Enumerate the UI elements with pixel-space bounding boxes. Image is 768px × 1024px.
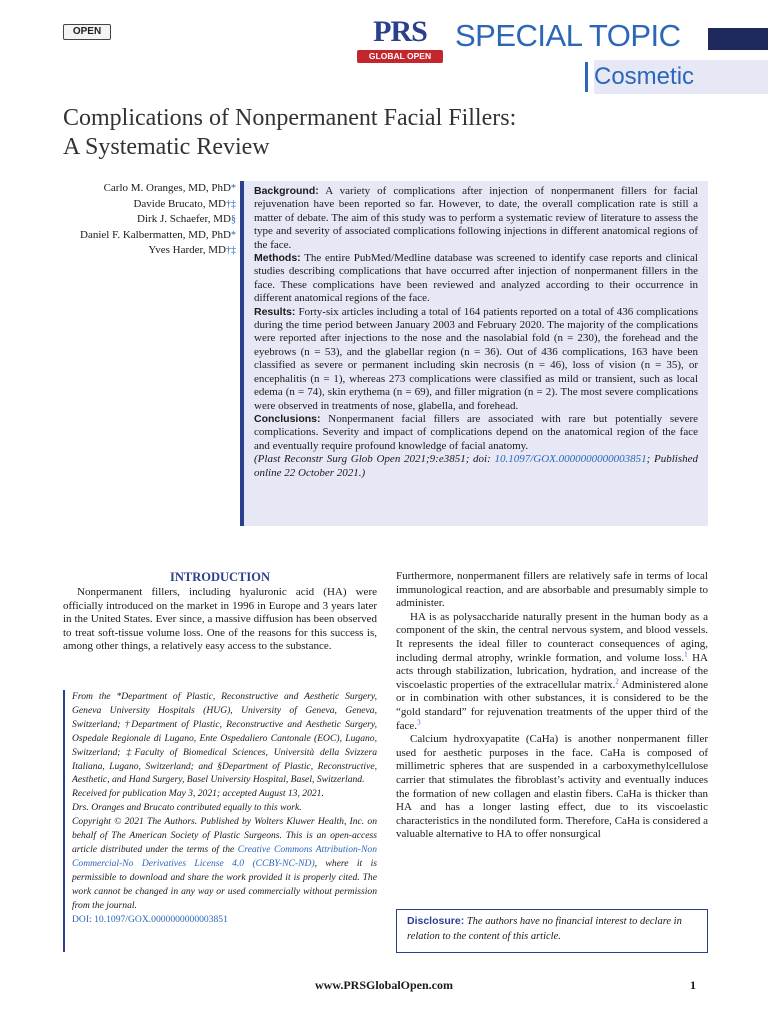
copyright-notice xyxy=(72,815,377,912)
background-label: Background: xyxy=(254,185,319,197)
author xyxy=(40,228,236,244)
body-paragraph: Furthermore, nonpermanent fillers are relatively safe in terms of local immunological reaction, and are absorbable and presumably simple to administer. xyxy=(396,570,708,610)
abstract-box xyxy=(240,181,708,526)
methods-text: The entire PubMed/Medline database was screened to identify case reports and clinical studies describing complications that have occurred after injection of nonpermanent fillers in the face. These complications have been reviewed and analyzed according to their occurrence in different anatomical regions of the face. xyxy=(254,252,698,305)
reference-link[interactable]: 1 xyxy=(684,649,688,658)
abstract-background xyxy=(254,185,698,252)
author xyxy=(40,197,236,213)
disclosure-label: Disclosure: xyxy=(407,915,465,927)
author xyxy=(40,212,236,228)
author xyxy=(40,243,236,259)
abstract-methods xyxy=(254,252,698,306)
logo-main-text: PRS xyxy=(373,15,427,48)
affiliations-box xyxy=(63,690,377,952)
author-affiliation-mark: * xyxy=(231,229,236,241)
special-topic-bar xyxy=(708,28,768,50)
prs-global-open-logo xyxy=(352,16,448,68)
received-date: Received for publication May 3, 2021; accepted August 13, 2021. xyxy=(72,788,324,800)
author-name: Davide Brucato, MD xyxy=(133,197,226,210)
doi-link[interactable]: DOI: 10.1097/GOX.0000000000003851 xyxy=(72,913,228,925)
author-name: Carlo M. Oranges, MD, PhD xyxy=(103,182,231,194)
body-paragraph: Calcium hydroxyapatite (CaHa) is another nonpermanent filler used for aesthetic purposes in the face. CaHa is composed of millimetric spheres that are suspended in a carboxymethylcellulose carrier that stimulates the fibroblast’s activity and eventually induces the formation of new collagen and elastin fibers. CaHa is thicker than HA and has a longer lasting effect, due to its viscoelastic characteristics in the nondiluted form. Therefore, CaHa is considered a valuable alternative to HA to offer nonsurgical xyxy=(396,733,708,841)
author-affiliation-mark: †‡ xyxy=(226,198,236,210)
category-text: Cosmetic xyxy=(594,63,695,90)
page-number: 1 xyxy=(690,978,696,992)
body-text: HA acts through stabilization, lubrication, hydration, and increase of the viscoelastic properties of the extracellular matrix. xyxy=(396,651,709,691)
conclusions-label: Conclusions: xyxy=(254,412,321,425)
title-line-1: Complications of Nonpermanent Facial Fillers: xyxy=(63,105,517,131)
author-name: Dirk J. Schaefer, MD xyxy=(137,213,231,225)
abstract-citation xyxy=(254,453,698,480)
citation-text: (Plast Reconstr Surg Glob Open 2021;9:e3851; doi: xyxy=(254,453,495,466)
author-name: Daniel F. Kalbermatten, MD, PhD xyxy=(80,228,231,241)
reference-link[interactable]: 2 xyxy=(615,677,619,686)
abstract-results xyxy=(254,306,698,413)
author-affiliation-mark: †‡ xyxy=(226,245,236,256)
special-topic-heading: SPECIAL TOPIC xyxy=(455,18,681,53)
title-line-2: A Systematic Review xyxy=(63,134,270,160)
journal-url[interactable]: www.PRSGlobalOpen.com xyxy=(314,978,453,992)
introduction-section xyxy=(63,570,377,654)
license-link[interactable]: Creative Commons Attribution-Non Commercial-No Derivatives License 4.0 (CCBY-NC-ND) xyxy=(72,843,377,869)
category-accent-bar xyxy=(585,62,588,92)
category-label xyxy=(594,60,768,94)
author-affiliation-mark: * xyxy=(231,183,236,194)
introduction-paragraph: Nonpermanent fillers, including hyaluronic acid (HA) were officially introduced on the market in 1996 in Europe and 3 years later in the United States. Ever since, a massive diffusion has been observed to treat soft-tissue volume loss. One of the reasons for this success is, among other things, a relatively easy access to the substance. xyxy=(63,586,377,653)
author-list xyxy=(40,181,236,259)
background-text: A variety of complications after injection of nonpermanent fillers for facial rejuvenation have been reported so far. However, to date, the overall complication rate is still a matter of debate. The aim of this study was to perform a systematic review of literature to assess the type and severity of associated complications following injections in different anatomical regions of the face. xyxy=(254,185,698,251)
affiliations-text: From the *Department of Plastic, Reconstructive and Aesthetic Surgery, Geneva University Hospitals (HUG), University of Geneva, Geneva, Switzerland; †Department of Plastic, Reconstructive and Aesthetic Surgery, Ospedale Regionale di Lugano, Ente Ospedaliero Cantonale (EOC), Lugano, Switzerland; ‡Faculty of Biomedical Sciences, Università della Svizzera Italiana, Lugano, Switzerland; and §Department of Plastic, Reconstructive, Aesthetic, and Hand Surgery, Basel University Hospital, Basel, Switzerland. xyxy=(72,691,377,786)
logo-sub-text: GLOBAL OPEN xyxy=(357,50,443,63)
citation-doi-link[interactable]: 10.1097/GOX.0000000000003851 xyxy=(494,453,647,466)
methods-label: Methods: xyxy=(254,252,301,265)
results-label: Results: xyxy=(254,305,296,318)
disclosure-text: The authors have no financial interest to declare in relation to the content of this article. xyxy=(407,916,682,942)
disclosure-box xyxy=(396,909,708,953)
introduction-heading: INTRODUCTION xyxy=(169,570,270,584)
article-title xyxy=(63,104,703,162)
abstract-conclusions xyxy=(254,413,698,453)
citation-date: ; Published online 22 October 2021.) xyxy=(254,453,698,479)
open-access-badge: OPEN xyxy=(63,24,111,40)
body-text: HA is as polysaccharide naturally present in the human body as a component of the skin, the central nervous system, and blood vessels. It represents the ideal filler to counteract consequences of aging, including dermal atrophy, wrinkle formation, and volume loss. xyxy=(396,610,708,664)
author xyxy=(40,181,236,197)
reference-link[interactable]: 3 xyxy=(417,717,421,726)
body-text: Administered alone or in combination with other substances, it is considered to be the “gold standard” for rejuvenation treatments of the upper third of the face. xyxy=(396,678,709,732)
body-paragraph xyxy=(396,611,708,733)
body-column-2 xyxy=(396,570,708,842)
author-name: Yves Harder, MD xyxy=(148,244,226,256)
copyright-text-end: , where it is permissible to download and share the work provided it is properly cited. The work cannot be changed in any way or used commercially without permission from the journal. xyxy=(72,857,377,911)
author-affiliation-mark: § xyxy=(231,214,236,225)
conclusions-text: Nonpermanent facial fillers are associated with rare but potentially severe complications. Severity and impact of complications depend on the anatomical region of the face and eventually require profound knowledge of facial anatomy. xyxy=(254,412,699,452)
copyright-text: Copyright © 2021 The Authors. Published by Wolters Kluwer Health, Inc. on behalf of The American Society of Plastic Surgeons. This is an open-access article distributed under the terms of the xyxy=(72,816,377,855)
results-text: Forty-six articles including a total of 164 patients reported on a total of 436 complications during the time period between January 2003 and February 2020. The majority of the complications were reported after injections to the nose and the nasolabial fold (n = 230), the forehead and the eyebrows (n = 53), and the glabellar region (n = 36). Out of 436 complications, 163 have been classified as severe or permanent including skin necrosis (n = 46), loss of vision (n = 35), or encephalitis (n = 1), whereas 273 complications were classified as mild or transient, such as local edema (n = 74), skin erythema (n = 69), and filler migration (n = 2). The most severe complications were observed in treatments of nose, glabella, and forehead. xyxy=(254,305,698,412)
contribution-note: Drs. Oranges and Brucato contributed equally to this work. xyxy=(72,802,302,814)
